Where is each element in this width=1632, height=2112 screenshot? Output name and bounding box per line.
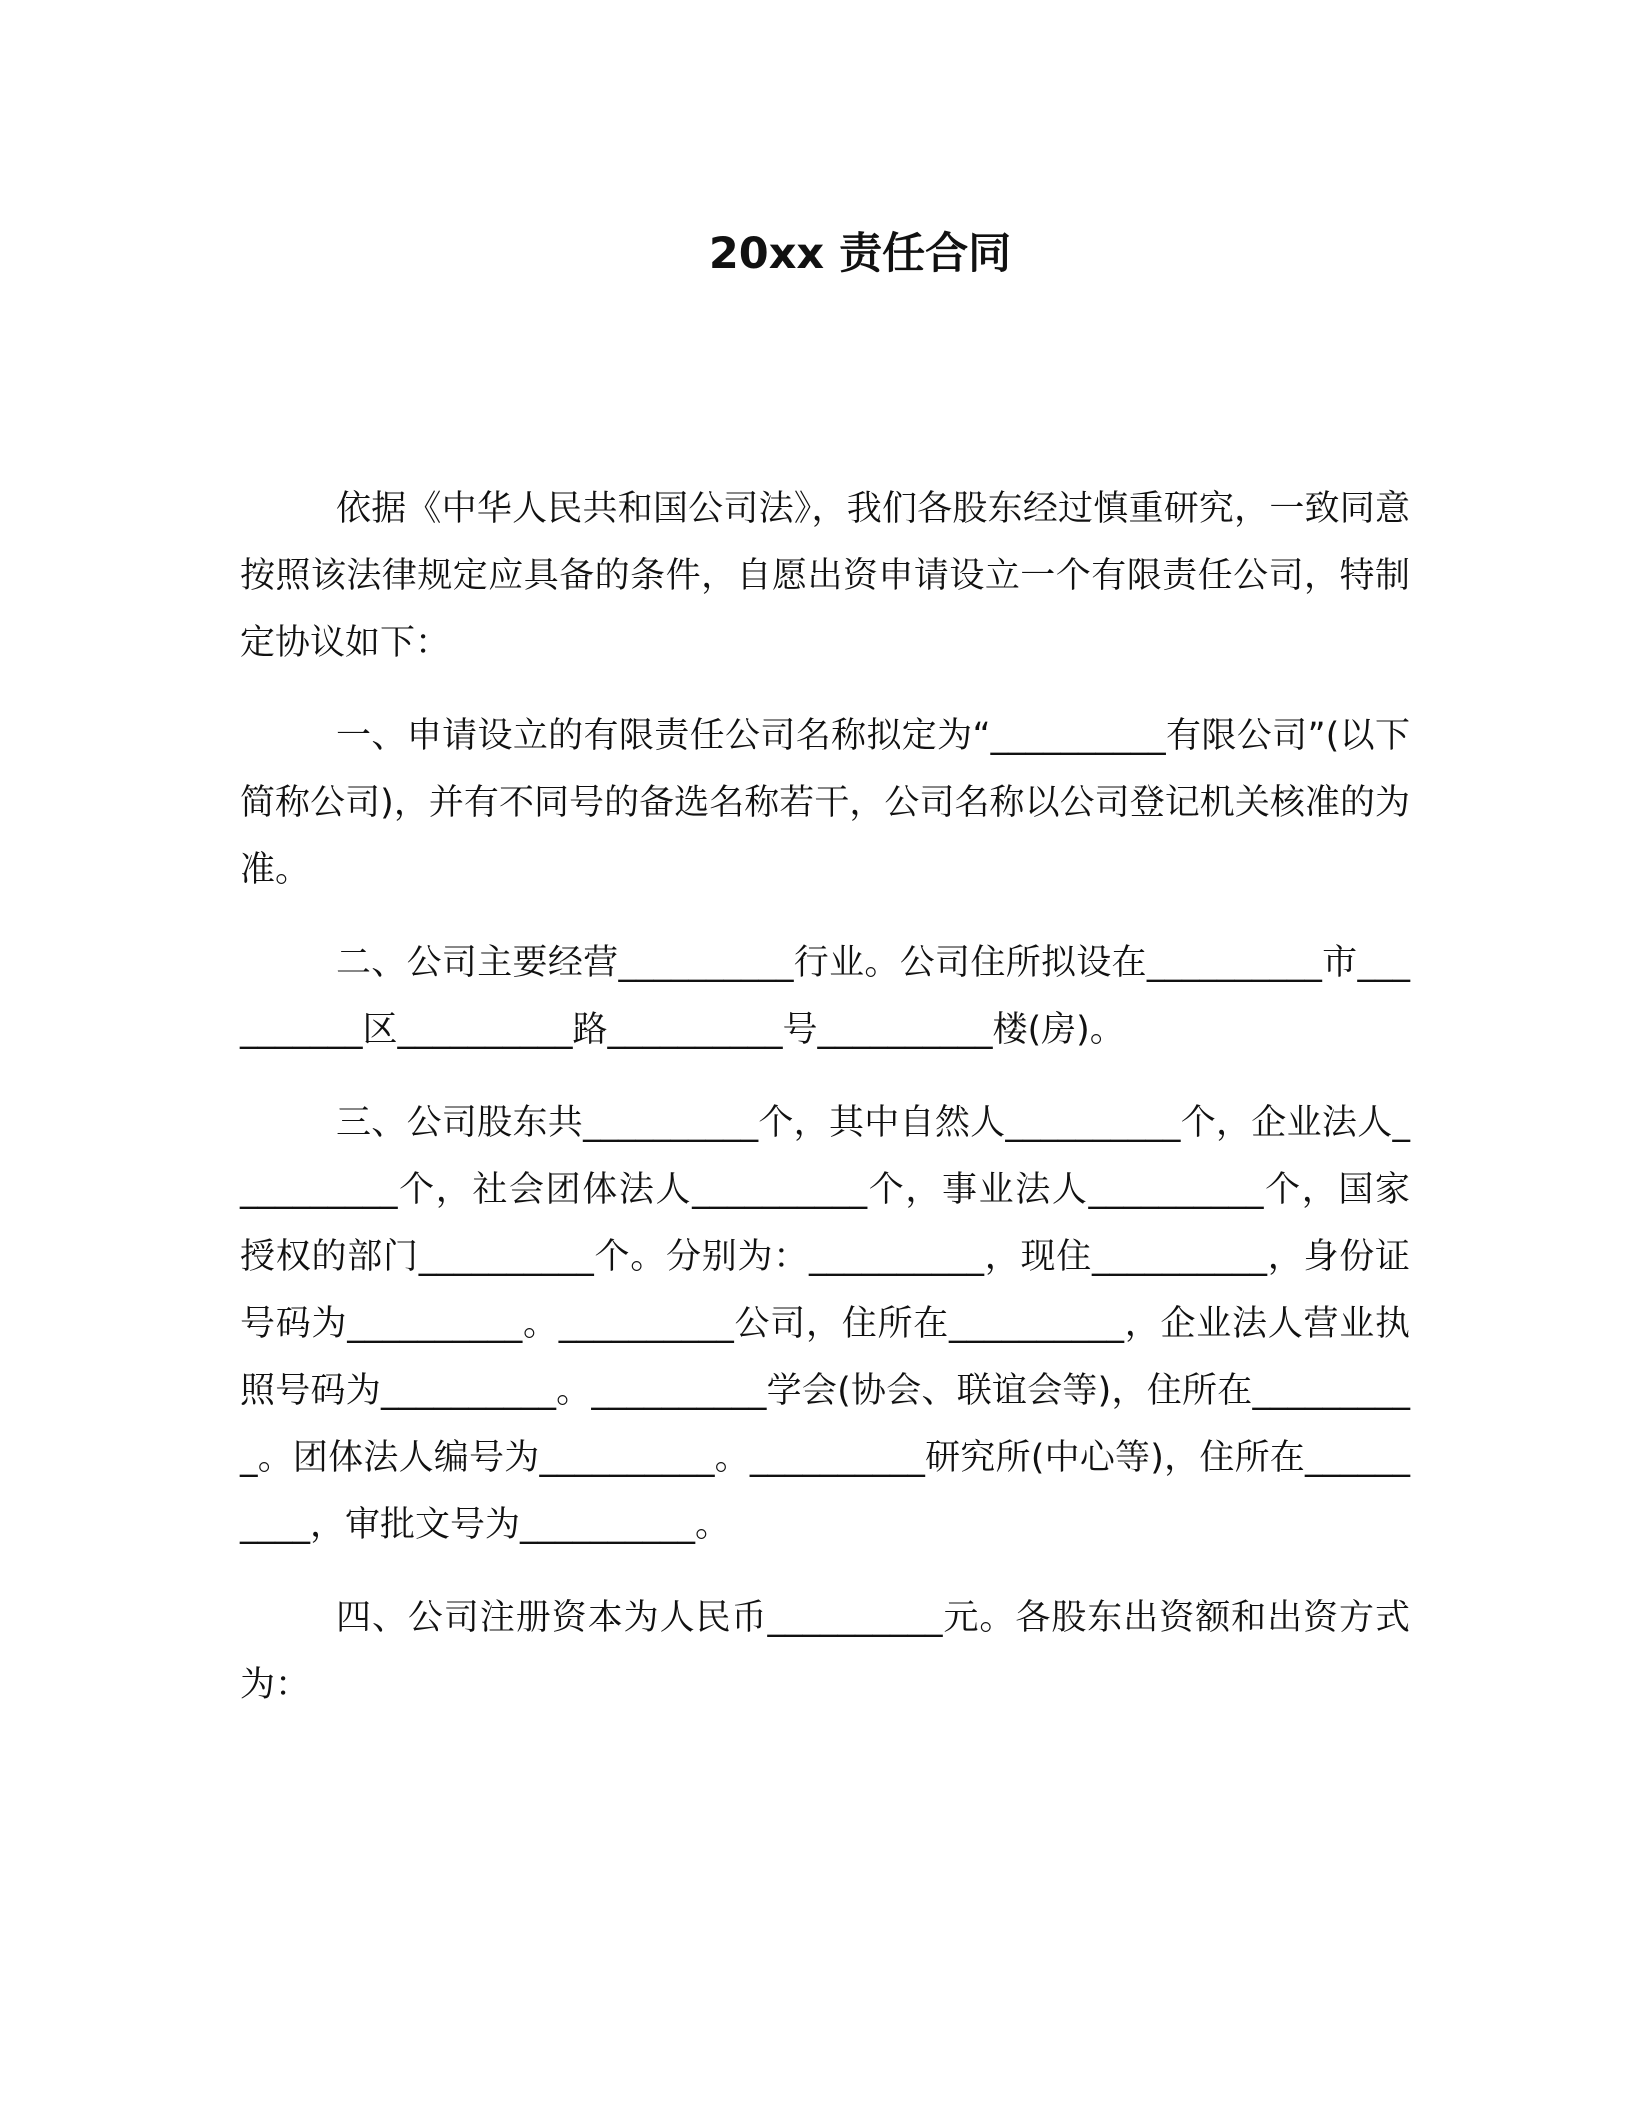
document-title: 20xx 责任合同 [708,229,1012,279]
document-body [240,476,1410,1719]
paragraph-clause-4: 四、公司注册资本为人民币__________元。各股东出资额和出资方式为： [240,1598,1410,1705]
paragraph-spacer [240,677,1410,703]
paragraph-clause-3: 三、公司股东共__________个，其中自然人__________个，企业法人__________个，社会团体法人__________个，事业法人__________个，国家授权的部门__________个。分别为：__________，现住__________，身份证号码为__________。__________公司，住所在__________，企业法人营业执照号码为__________。__________学会(协会、联谊会等)，住所在__________。团体法人编号为__________。__________研究所(中心等)，住所在__________，审批文号为__________。 [240,1103,1410,1545]
paragraph-spacer [240,904,1410,930]
paragraph-preamble: 依据《中华人民共和国公司法》，我们各股东经过慎重研究，一致同意按照该法律规定应具备的条件，自愿出资申请设立一个有限责任公司，特制定协议如下： [240,489,1410,663]
paragraph-spacer [240,1064,1410,1090]
paragraph-clause-1: 一、申请设立的有限责任公司名称拟定为“__________有限公司”(以下简称公司)，并有不同号的备选名称若干，公司名称以公司登记机关核准的为准。 [240,716,1410,890]
paragraph-clause-2: 二、公司主要经营__________行业。公司住所拟设在__________市__________区__________路__________号__________楼(房)。 [240,943,1410,1050]
paragraph-spacer [240,1559,1410,1585]
